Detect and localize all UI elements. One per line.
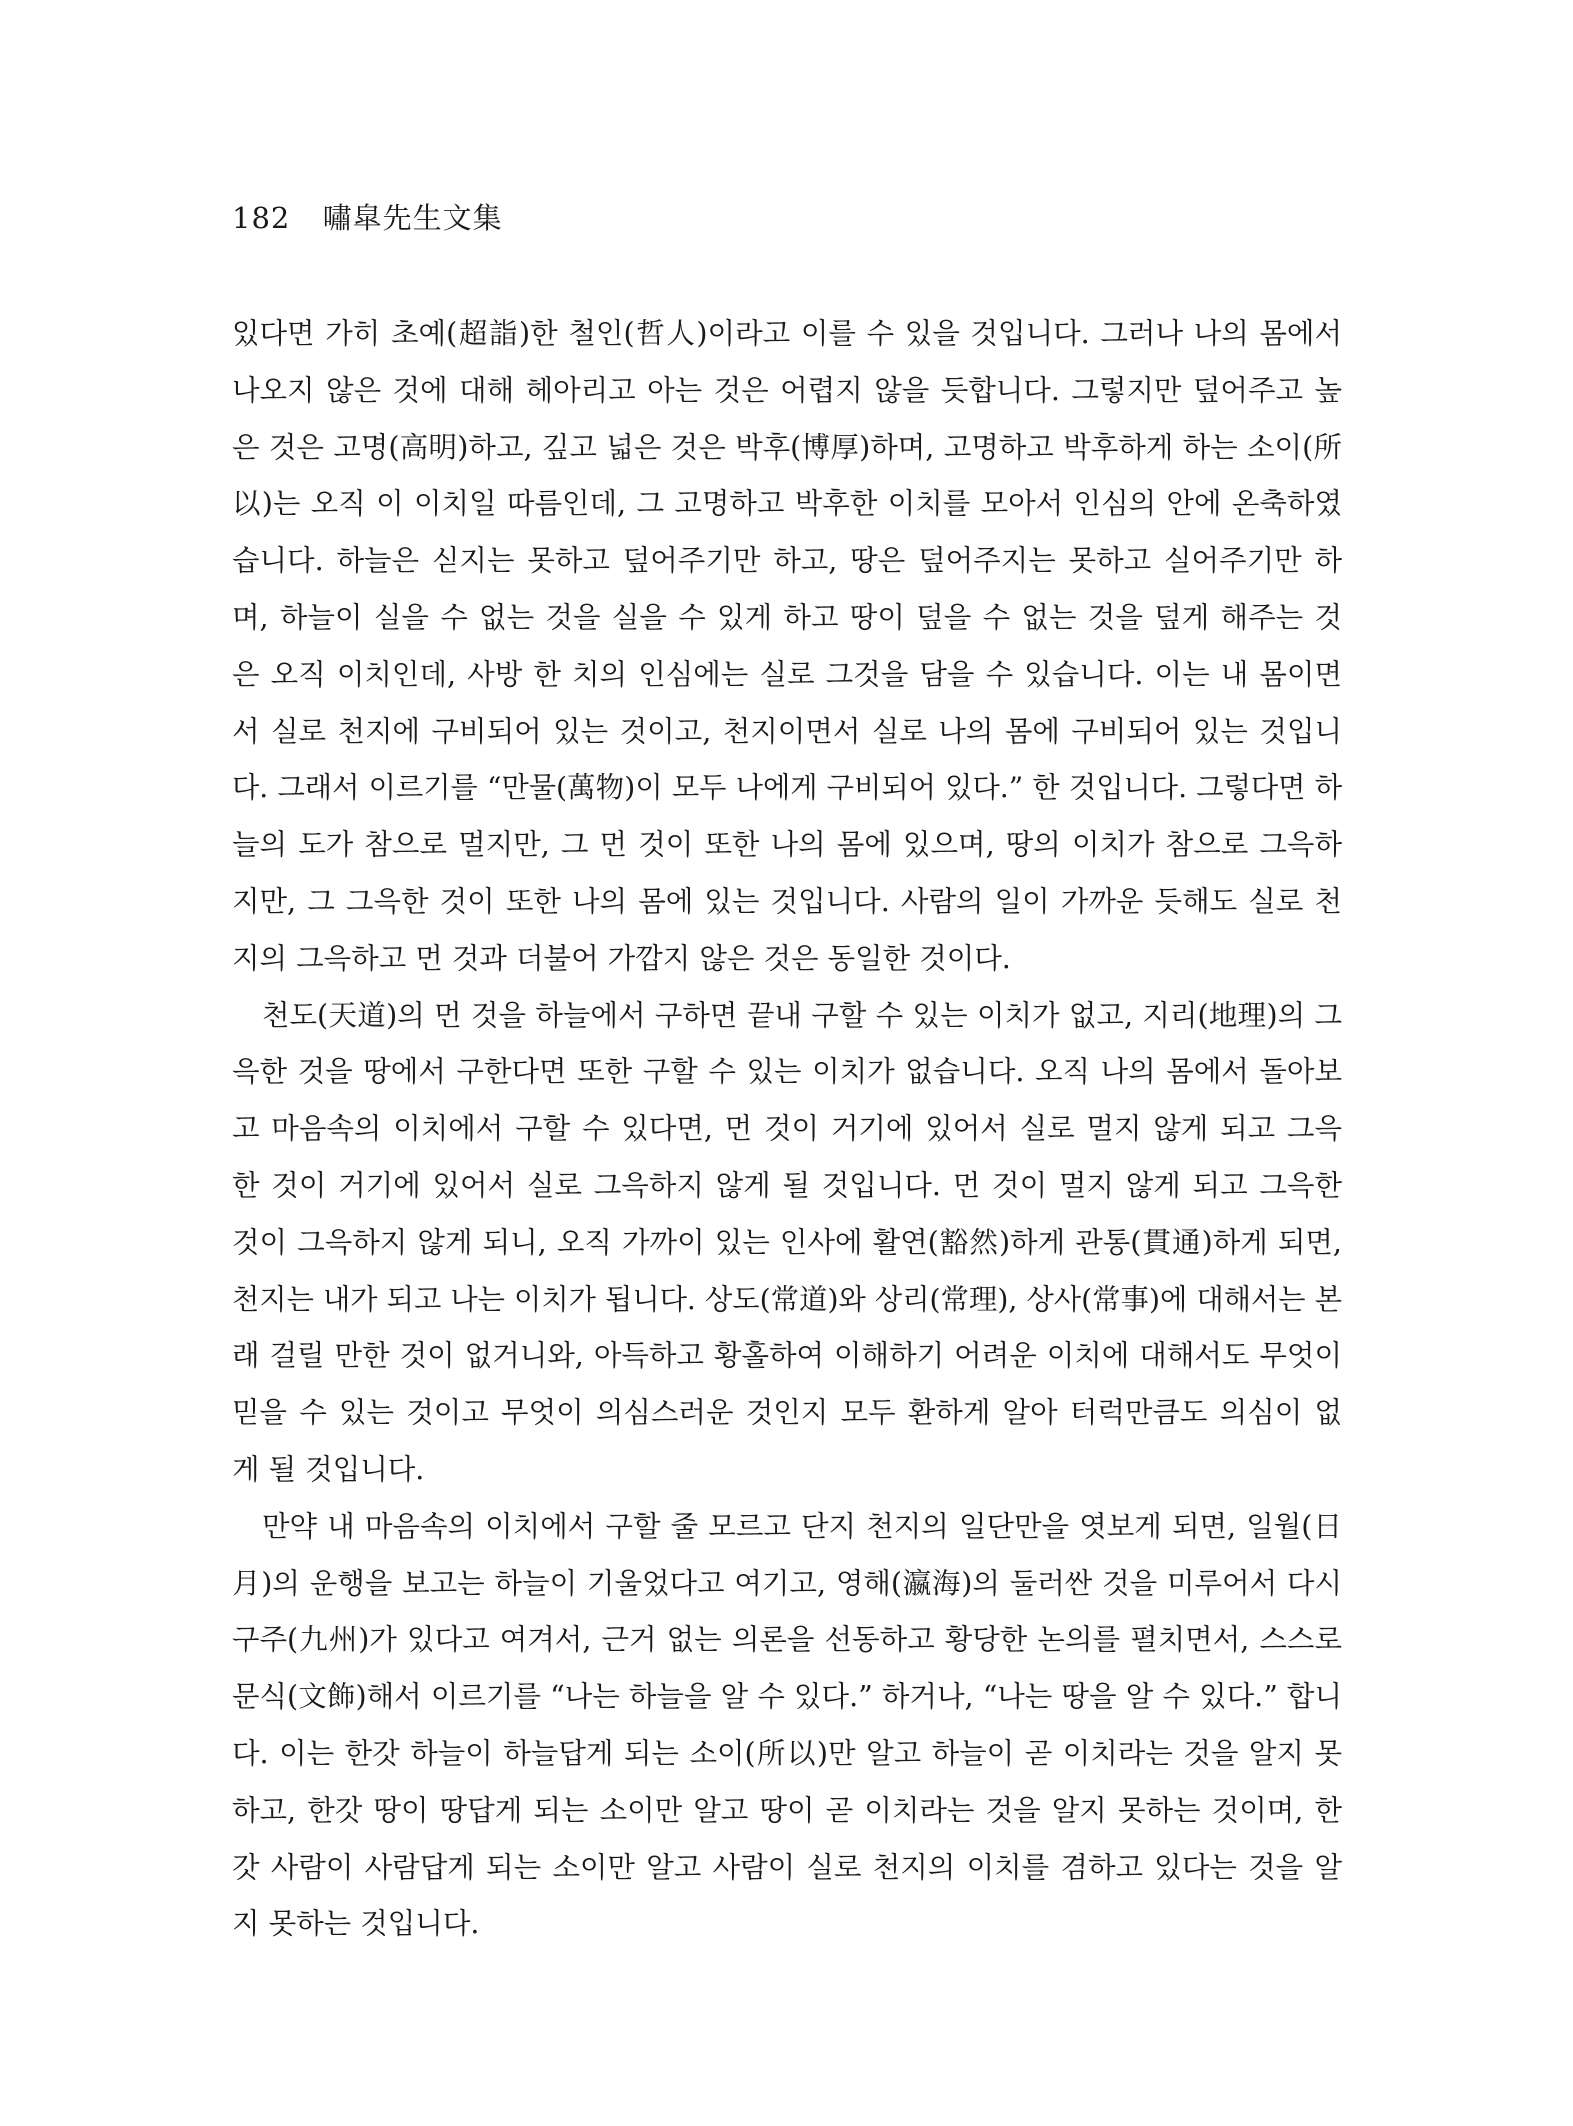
text-line: 만약 내 마음속의 이치에서 구할 줄 모르고 단지 천지의 일단만을 엿보게 되면, 일월(日 (262, 1509, 1342, 1543)
running-head (232, 196, 503, 237)
text-line: 한 것이 거기에 있어서 실로 그윽하지 않게 될 것입니다. 먼 것이 멀지 않게 되고 그윽한 (232, 1168, 1342, 1202)
text-line: 문식(文飾)해서 이르기를 “나는 하늘을 알 수 있다.” 하거나, “나는 땅을 알 수 있다.” 합니 (232, 1680, 1342, 1714)
text-line: 月)의 운행을 보고는 하늘이 기울었다고 여기고, 영해(瀛海)의 둘러싼 것을 미루어서 다시 (232, 1566, 1342, 1600)
text-line: 은 것은 고명(高明)하고, 깊고 넓은 것은 박후(博厚)하며, 고명하고 박후하게 하는 소이(所 (232, 430, 1342, 464)
text-line: 천지는 내가 되고 나는 이치가 됩니다. 상도(常道)와 상리(常理), 상사(常事)에 대해서는 본 (232, 1282, 1342, 1316)
text-line: 지 못하는 것입니다. (232, 1907, 480, 1941)
text-line: 것이 그윽하지 않게 되니, 오직 가까이 있는 인사에 활연(豁然)하게 관통(貫通)하게 되면, (232, 1225, 1342, 1259)
text-line: 서 실로 천지에 구비되어 있는 것이고, 천지이면서 실로 나의 몸에 구비되어 있는 것입니 (232, 714, 1342, 748)
text-line: 래 걸릴 만한 것이 없거니와, 아득하고 황홀하여 이해하기 어려운 이치에 대해서도 무엇이 (232, 1339, 1342, 1373)
text-line: 하고, 한갓 땅이 땅답게 되는 소이만 알고 땅이 곧 이치라는 것을 알지 못하는 것이며, 한 (232, 1793, 1342, 1827)
text-line: 갓 사람이 사람답게 되는 소이만 알고 사람이 실로 천지의 이치를 겸하고 있다는 것을 알 (232, 1850, 1342, 1884)
text-line: 믿을 수 있는 것이고 무엇이 의심스러운 것인지 모두 환하게 알아 터럭만큼도 의심이 없 (232, 1396, 1342, 1430)
text-line: 구주(九州)가 있다고 여겨서, 근거 없는 의론을 선동하고 황당한 논의를 펼치면서, 스스로 (232, 1623, 1342, 1657)
body-text (232, 306, 1342, 1953)
text-line: 은 오직 이치인데, 사방 한 치의 인심에는 실로 그것을 담을 수 있습니다. 이는 내 몸이면 (232, 657, 1342, 691)
text-line: 다. 그래서 이르기를 “만물(萬物)이 모두 나에게 구비되어 있다.” 한 것입니다. 그렇다면 하 (232, 771, 1342, 805)
text-line: 게 될 것입니다. (232, 1452, 425, 1486)
text-line: 며, 하늘이 실을 수 없는 것을 실을 수 있게 하고 땅이 덮을 수 없는 것을 덮게 해주는 것 (232, 600, 1342, 634)
text-line: 늘의 도가 참으로 멀지만, 그 먼 것이 또한 나의 몸에 있으며, 땅의 이치가 참으로 그윽하 (232, 828, 1342, 862)
page-number: 182 (232, 201, 291, 235)
text-line: 윽한 것을 땅에서 구한다면 또한 구할 수 있는 이치가 없습니다. 오직 나의 몸에서 돌아보 (232, 1055, 1342, 1089)
text-line: 있다면 가히 초예(超詣)한 철인(哲人)이라고 이를 수 있을 것입니다. 그러나 나의 몸에서 (232, 317, 1342, 350)
book-title: 嘯皐先生文集 (322, 201, 503, 235)
text-line: 지의 그윽하고 먼 것과 더불어 가깝지 않은 것은 동일한 것이다. (232, 941, 1011, 975)
text-line: 다. 이는 한갓 하늘이 하늘답게 되는 소이(所以)만 알고 하늘이 곧 이치라는 것을 알지 못 (232, 1736, 1342, 1770)
text-line: 천도(天道)의 먼 것을 하늘에서 구하면 끝내 구할 수 있는 이치가 없고, 지리(地理)의 그 (262, 998, 1342, 1032)
text-line: 지만, 그 그윽한 것이 또한 나의 몸에 있는 것입니다. 사람의 일이 가까운 듯해도 실로 천 (232, 884, 1342, 918)
text-line: 나오지 않은 것에 대해 헤아리고 아는 것은 어렵지 않을 듯합니다. 그렇지만 덮어주고 높 (232, 373, 1342, 407)
text-line: 고 마음속의 이치에서 구할 수 있다면, 먼 것이 거기에 있어서 실로 멀지 않게 되고 그윽 (232, 1112, 1342, 1146)
text-line: 以)는 오직 이 이치일 따름인데, 그 고명하고 박후한 이치를 모아서 인심의 안에 온축하였 (232, 487, 1342, 521)
text-line: 습니다. 하늘은 싣지는 못하고 덮어주기만 하고, 땅은 덮어주지는 못하고 실어주기만 하 (232, 544, 1342, 578)
